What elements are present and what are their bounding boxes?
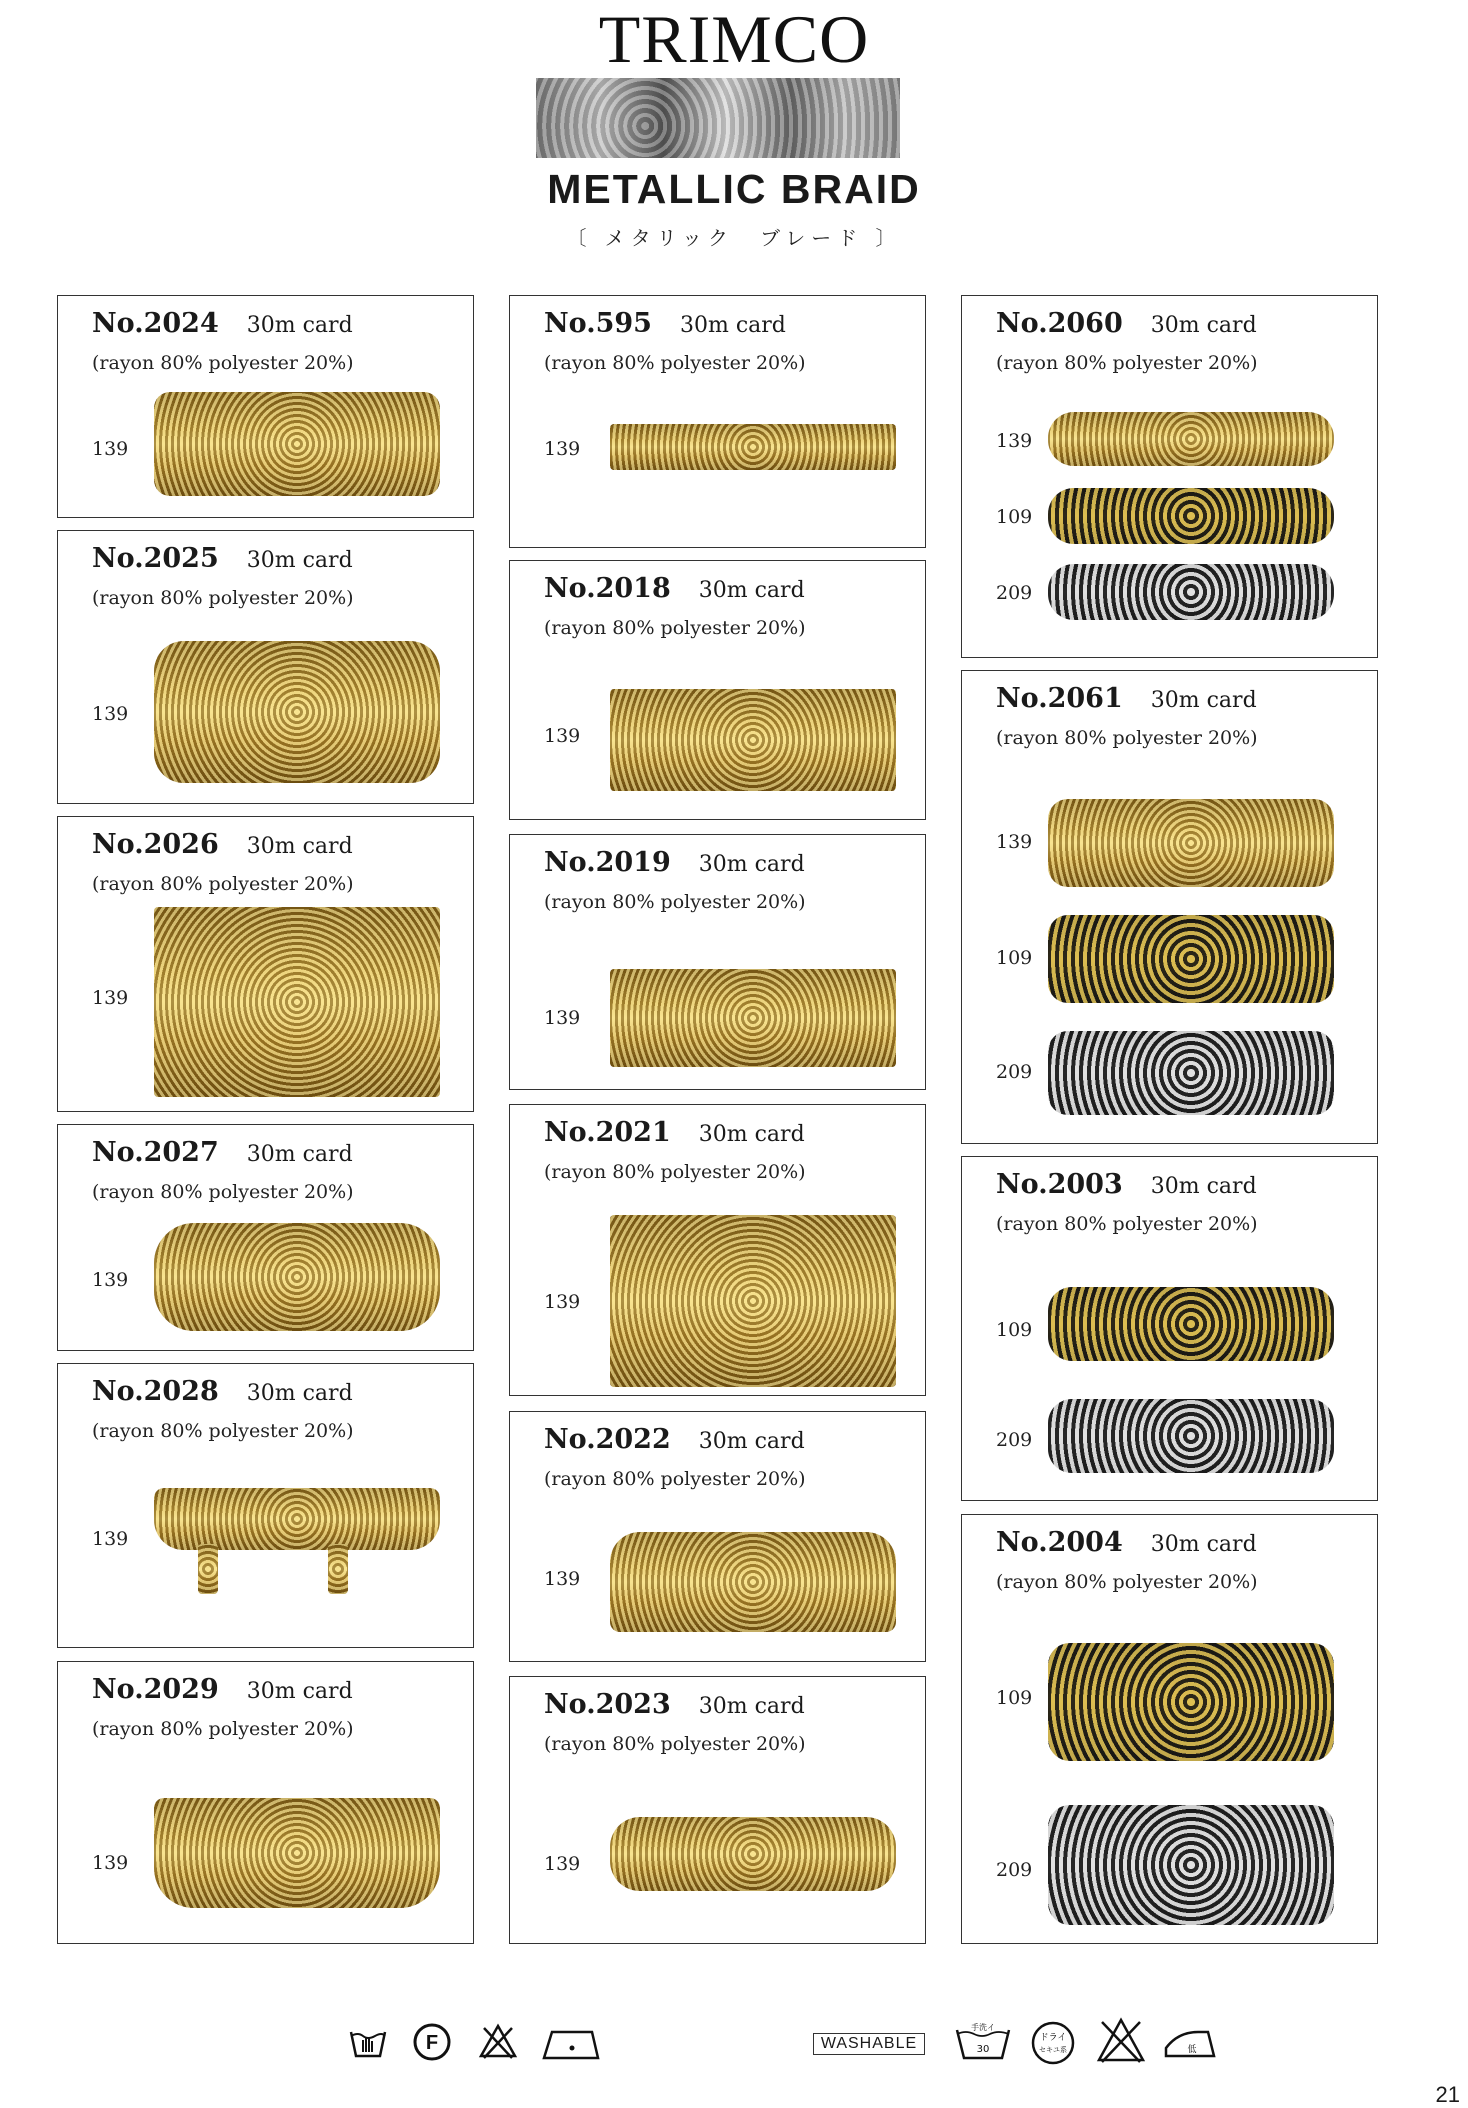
product-size: 30m card: [246, 313, 353, 338]
no-bleach-icon: [478, 2022, 518, 2062]
product-composition: (rayon 80% polyester 20%): [544, 617, 806, 639]
svg-text:ドライ: ドライ: [1039, 2033, 1067, 2043]
color-code: 209: [996, 582, 1033, 604]
braid-swatch: [610, 1532, 896, 1632]
washable-label: WASHABLE: [813, 2033, 925, 2055]
wash-30-icon: [954, 2022, 1012, 2062]
braid-swatch: [1048, 488, 1334, 544]
svg-text:手洗イ: 手洗イ: [971, 2023, 995, 2032]
braid-swatch: [154, 1223, 440, 1331]
color-code: 209: [996, 1859, 1033, 1881]
product-number: No.2028 30m card: [92, 1376, 353, 1407]
braid-swatch: [154, 1488, 440, 1550]
product-composition: (rayon 80% polyester 20%): [92, 873, 354, 895]
product-card-2022: [509, 1411, 926, 1662]
product-card-2019: [509, 834, 926, 1090]
color-code: 139: [92, 1269, 129, 1291]
color-code: 109: [996, 1687, 1033, 1709]
braid-swatch: [610, 424, 896, 470]
braid-swatch: [610, 689, 896, 791]
product-size: 30m card: [698, 1694, 805, 1719]
braid-swatch: [1048, 1805, 1334, 1925]
product-size: 30m card: [698, 578, 805, 603]
product-card-2024: [57, 295, 474, 518]
product-size: 30m card: [1150, 313, 1257, 338]
color-code: 139: [92, 1852, 129, 1874]
product-size: 30m card: [246, 548, 353, 573]
product-size: 30m card: [698, 852, 805, 877]
product-size: 30m card: [1150, 1532, 1257, 1557]
color-code: 209: [996, 1061, 1033, 1083]
color-code: 139: [544, 1568, 581, 1590]
color-code: 109: [996, 1319, 1033, 1341]
product-number: No.2019 30m card: [544, 847, 805, 878]
braid-swatch: [1048, 1643, 1334, 1761]
product-size: 30m card: [1150, 688, 1257, 713]
product-card-2021: [509, 1104, 926, 1396]
braid-swatch: [154, 1798, 440, 1908]
color-code: 139: [92, 1528, 129, 1550]
color-code: 139: [92, 987, 129, 1009]
brand-logo: TRIMCO: [598, 1, 870, 77]
braid-swatch: [1048, 1399, 1334, 1473]
product-composition: (rayon 80% polyester 20%): [544, 352, 806, 374]
color-code: 139: [996, 831, 1033, 853]
product-card-2028: [57, 1363, 474, 1648]
page-title: METALLIC BRAID: [547, 166, 921, 212]
product-number: No.2022 30m card: [544, 1424, 805, 1455]
color-code: 139: [544, 725, 581, 747]
product-composition: (rayon 80% polyester 20%): [544, 1161, 806, 1183]
braid-swatch: [154, 392, 440, 496]
product-number: No.2025 30m card: [92, 543, 353, 574]
product-number: No.2004 30m card: [996, 1527, 1257, 1558]
braid-swatch: [610, 1215, 896, 1387]
product-card-2026: [57, 816, 474, 1112]
color-code: 139: [544, 1291, 581, 1313]
page-number: 21: [1435, 2082, 1460, 2107]
product-number: No.595 30m card: [544, 308, 786, 339]
braid-swatch: [610, 1817, 896, 1891]
product-card-595: [509, 295, 926, 548]
color-code: 139: [92, 703, 129, 725]
product-size: 30m card: [246, 1142, 353, 1167]
product-composition: (rayon 80% polyester 20%): [92, 1718, 354, 1740]
product-composition: (rayon 80% polyester 20%): [92, 587, 354, 609]
product-size: 30m card: [246, 1679, 353, 1704]
product-number: No.2060 30m card: [996, 308, 1257, 339]
braid-swatch: [1048, 799, 1334, 887]
color-code: 209: [996, 1429, 1033, 1451]
product-size: 30m card: [698, 1122, 805, 1147]
product-composition: (rayon 80% polyester 20%): [544, 891, 806, 913]
product-card-2027: [57, 1124, 474, 1351]
braid-swatch: [154, 641, 440, 783]
product-composition: (rayon 80% polyester 20%): [92, 1181, 354, 1203]
product-card-2004: [961, 1514, 1378, 1944]
product-size: 30m card: [246, 834, 353, 859]
color-code: 139: [544, 1007, 581, 1029]
product-card-2061: [961, 670, 1378, 1144]
color-code: 109: [996, 947, 1033, 969]
header-banner-image: [536, 78, 900, 158]
product-size: 30m card: [1150, 1174, 1257, 1199]
product-composition: (rayon 80% polyester 20%): [996, 1571, 1258, 1593]
color-code: 109: [996, 506, 1033, 528]
braid-swatch: [610, 969, 896, 1067]
braid-swatch: [1048, 915, 1334, 1003]
product-card-2018: [509, 560, 926, 820]
svg-text:セキユ系: セキユ系: [1039, 2046, 1067, 2054]
product-composition: (rayon 80% polyester 20%): [996, 352, 1258, 374]
braid-swatch: [1048, 1031, 1334, 1115]
page-subtitle: 〔 メタリック ブレード 〕: [566, 226, 902, 250]
product-composition: (rayon 80% polyester 20%): [92, 352, 354, 374]
product-number: No.2003 30m card: [996, 1169, 1257, 1200]
no-bleach-triangle-icon: [1096, 2016, 1146, 2064]
product-number: No.2024 30m card: [92, 308, 353, 339]
color-code: 139: [544, 438, 581, 460]
svg-text:低: 低: [1187, 2045, 1197, 2055]
braid-swatch: [1048, 412, 1334, 466]
braid-swatch: [1048, 1287, 1334, 1361]
product-composition: (rayon 80% polyester 20%): [544, 1468, 806, 1490]
product-number: No.2061 30m card: [996, 683, 1257, 714]
color-code: 139: [92, 438, 129, 460]
braid-swatch: [1048, 564, 1334, 620]
braid-swatch: [154, 907, 440, 1097]
braid-tassel: [198, 1544, 218, 1594]
dry-clean-circle-icon: [1030, 2020, 1076, 2066]
product-card-2029: [57, 1661, 474, 1944]
color-code: 139: [544, 1853, 581, 1875]
product-size: 30m card: [246, 1381, 353, 1406]
product-card-2003: [961, 1156, 1378, 1501]
product-size: 30m card: [679, 313, 786, 338]
product-number: No.2023 30m card: [544, 1689, 805, 1720]
product-number: No.2027 30m card: [92, 1137, 353, 1168]
product-card-2023: [509, 1676, 926, 1944]
product-size: 30m card: [698, 1429, 805, 1454]
product-composition: (rayon 80% polyester 20%): [92, 1420, 354, 1442]
hand-wash-icon: [348, 2022, 388, 2062]
product-number: No.2018 30m card: [544, 573, 805, 604]
iron-low-icon: [542, 2022, 600, 2062]
product-number: No.2021 30m card: [544, 1117, 805, 1148]
product-number: No.2029 30m card: [92, 1674, 353, 1705]
color-code: 139: [996, 430, 1033, 452]
dry-clean-f-icon: [412, 2022, 452, 2062]
product-card-2025: [57, 530, 474, 804]
product-composition: (rayon 80% polyester 20%): [996, 727, 1258, 749]
product-composition: (rayon 80% polyester 20%): [544, 1733, 806, 1755]
svg-text:30: 30: [976, 2044, 990, 2055]
product-card-2060: [961, 295, 1378, 658]
product-composition: (rayon 80% polyester 20%): [996, 1213, 1258, 1235]
product-number: No.2026 30m card: [92, 829, 353, 860]
svg-text:F: F: [425, 2032, 439, 2054]
braid-tassel: [328, 1544, 348, 1594]
iron-icon: [1164, 2022, 1216, 2062]
